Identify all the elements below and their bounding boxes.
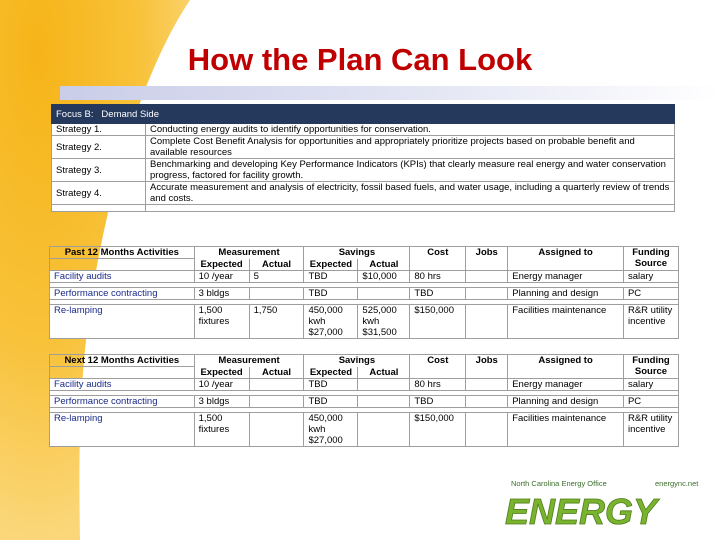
jobs-cell bbox=[466, 287, 508, 299]
col-savings: Savings bbox=[304, 355, 410, 367]
strategy-label: Strategy 2. bbox=[52, 136, 146, 159]
cost-cell: TBD bbox=[410, 287, 466, 299]
col-cost: Cost bbox=[410, 355, 466, 379]
s-act-cell: 525,000 kwh $31,500 bbox=[358, 304, 410, 338]
strategy-text: Conducting energy audits to identify opportunities for conservation. bbox=[146, 124, 675, 136]
sub-actual: Actual bbox=[249, 367, 304, 379]
table-row bbox=[50, 270, 679, 282]
sub-actual: Actual bbox=[358, 367, 410, 379]
assigned-cell: Planning and design bbox=[508, 395, 624, 407]
next-activities-table bbox=[49, 354, 679, 447]
assigned-cell: Planning and design bbox=[508, 287, 624, 299]
col-funding: Funding Source bbox=[623, 355, 678, 379]
funding-cell: R&R utility incentive bbox=[623, 304, 678, 338]
m-exp-cell: 3 bldgs bbox=[194, 395, 249, 407]
focus-label: Focus B: bbox=[56, 108, 94, 120]
header-row bbox=[50, 355, 679, 367]
assigned-cell: Facilities maintenance bbox=[508, 412, 624, 446]
focus-table bbox=[51, 104, 675, 212]
strategy-label: Strategy 3. bbox=[52, 159, 146, 182]
s-act-cell bbox=[358, 412, 410, 446]
strategy-row bbox=[52, 159, 675, 182]
cost-cell: 80 hrs bbox=[410, 378, 466, 390]
s-act-cell: $10,000 bbox=[358, 270, 410, 282]
strategy-row-empty bbox=[52, 205, 675, 212]
focus-header-row bbox=[52, 105, 675, 124]
logo-org: North Carolina Energy Office bbox=[511, 479, 607, 488]
cost-cell: $150,000 bbox=[410, 412, 466, 446]
energy-logo bbox=[505, 478, 700, 528]
table-row bbox=[50, 395, 679, 407]
funding-cell: PC bbox=[623, 287, 678, 299]
assigned-cell: Energy manager bbox=[508, 378, 624, 390]
s-act-cell bbox=[358, 395, 410, 407]
table-row bbox=[50, 378, 679, 390]
logo-url: energync.net bbox=[655, 479, 699, 488]
activity-cell: Performance contracting bbox=[50, 395, 195, 407]
s-exp-cell: 450,000 kwh $27,000 bbox=[304, 304, 358, 338]
s-exp-cell: TBD bbox=[304, 378, 358, 390]
strategy-row bbox=[52, 136, 675, 159]
m-act-cell bbox=[249, 378, 304, 390]
sub-expected: Expected bbox=[194, 367, 249, 379]
jobs-cell bbox=[466, 395, 508, 407]
activity-cell: Facility audits bbox=[50, 270, 195, 282]
m-exp-cell: 10 /year bbox=[194, 270, 249, 282]
s-act-cell bbox=[358, 378, 410, 390]
jobs-cell bbox=[466, 412, 508, 446]
strategy-label: Strategy 1. bbox=[52, 124, 146, 136]
s-exp-cell: TBD bbox=[304, 270, 358, 282]
assigned-cell: Facilities maintenance bbox=[508, 304, 624, 338]
m-act-cell: 5 bbox=[249, 270, 304, 282]
col-jobs: Jobs bbox=[466, 247, 508, 271]
col-assigned: Assigned to bbox=[508, 355, 624, 379]
col-savings: Savings bbox=[304, 247, 410, 259]
activity-cell: Performance contracting bbox=[50, 287, 195, 299]
m-act-cell: 1,750 bbox=[249, 304, 304, 338]
slide-title: How the Plan Can Look bbox=[187, 42, 533, 77]
table-row bbox=[50, 304, 679, 338]
header-row bbox=[50, 247, 679, 259]
table-row bbox=[50, 287, 679, 299]
activity-cell: Re-lamping bbox=[50, 304, 195, 338]
strategy-text: Complete Cost Benefit Analysis for opportunities and appropriately prioritize projects based on probable benefit and available resources bbox=[146, 136, 675, 159]
funding-cell: salary bbox=[623, 270, 678, 282]
activity-cell: Facility audits bbox=[50, 378, 195, 390]
col-cost: Cost bbox=[410, 247, 466, 271]
table-row bbox=[50, 412, 679, 446]
sub-expected: Expected bbox=[304, 259, 358, 271]
s-exp-cell: TBD bbox=[304, 395, 358, 407]
focus-header bbox=[52, 105, 675, 124]
funding-cell: salary bbox=[623, 378, 678, 390]
activity-cell: Re-lamping bbox=[50, 412, 195, 446]
m-exp-cell: 1,500 fixtures bbox=[194, 304, 249, 338]
m-exp-cell: 1,500 fixtures bbox=[194, 412, 249, 446]
funding-cell: PC bbox=[623, 395, 678, 407]
logo-word: ENERGY bbox=[505, 491, 658, 528]
strategy-text: Benchmarking and developing Key Performance Indicators (KPIs) that clearly measure real energy and water conservation progress, factored for facility growth. bbox=[146, 159, 675, 182]
col-jobs: Jobs bbox=[466, 355, 508, 379]
col-activity: Past 12 Months Activities bbox=[50, 247, 195, 259]
funding-cell: R&R utility incentive bbox=[623, 412, 678, 446]
sub-actual: Actual bbox=[249, 259, 304, 271]
jobs-cell bbox=[466, 304, 508, 338]
s-exp-cell: 450,000 kwh $27,000 bbox=[304, 412, 358, 446]
sub-actual: Actual bbox=[358, 259, 410, 271]
strategy-text: Accurate measurement and analysis of electricity, fossil based fuels, and water usage, including a quarterly review of trends and costs. bbox=[146, 182, 675, 205]
m-act-cell bbox=[249, 412, 304, 446]
assigned-cell: Energy manager bbox=[508, 270, 624, 282]
col-measurement: Measurement bbox=[194, 247, 304, 259]
past-activities-table bbox=[49, 246, 679, 339]
focus-value: Demand Side bbox=[101, 108, 159, 120]
sub-expected: Expected bbox=[304, 367, 358, 379]
col-measurement: Measurement bbox=[194, 355, 304, 367]
col-assigned: Assigned to bbox=[508, 247, 624, 271]
cost-cell: $150,000 bbox=[410, 304, 466, 338]
cost-cell: 80 hrs bbox=[410, 270, 466, 282]
strategy-row bbox=[52, 124, 675, 136]
sub-expected: Expected bbox=[194, 259, 249, 271]
m-exp-cell: 3 bldgs bbox=[194, 287, 249, 299]
m-act-cell bbox=[249, 395, 304, 407]
cost-cell: TBD bbox=[410, 395, 466, 407]
jobs-cell bbox=[466, 378, 508, 390]
m-exp-cell: 10 /year bbox=[194, 378, 249, 390]
jobs-cell bbox=[466, 270, 508, 282]
s-act-cell bbox=[358, 287, 410, 299]
strategy-label: Strategy 4. bbox=[52, 182, 146, 205]
strategy-row bbox=[52, 182, 675, 205]
col-funding: Funding Source bbox=[623, 247, 678, 271]
col-activity: Next 12 Months Activities bbox=[50, 355, 195, 367]
m-act-cell bbox=[249, 287, 304, 299]
s-exp-cell: TBD bbox=[304, 287, 358, 299]
